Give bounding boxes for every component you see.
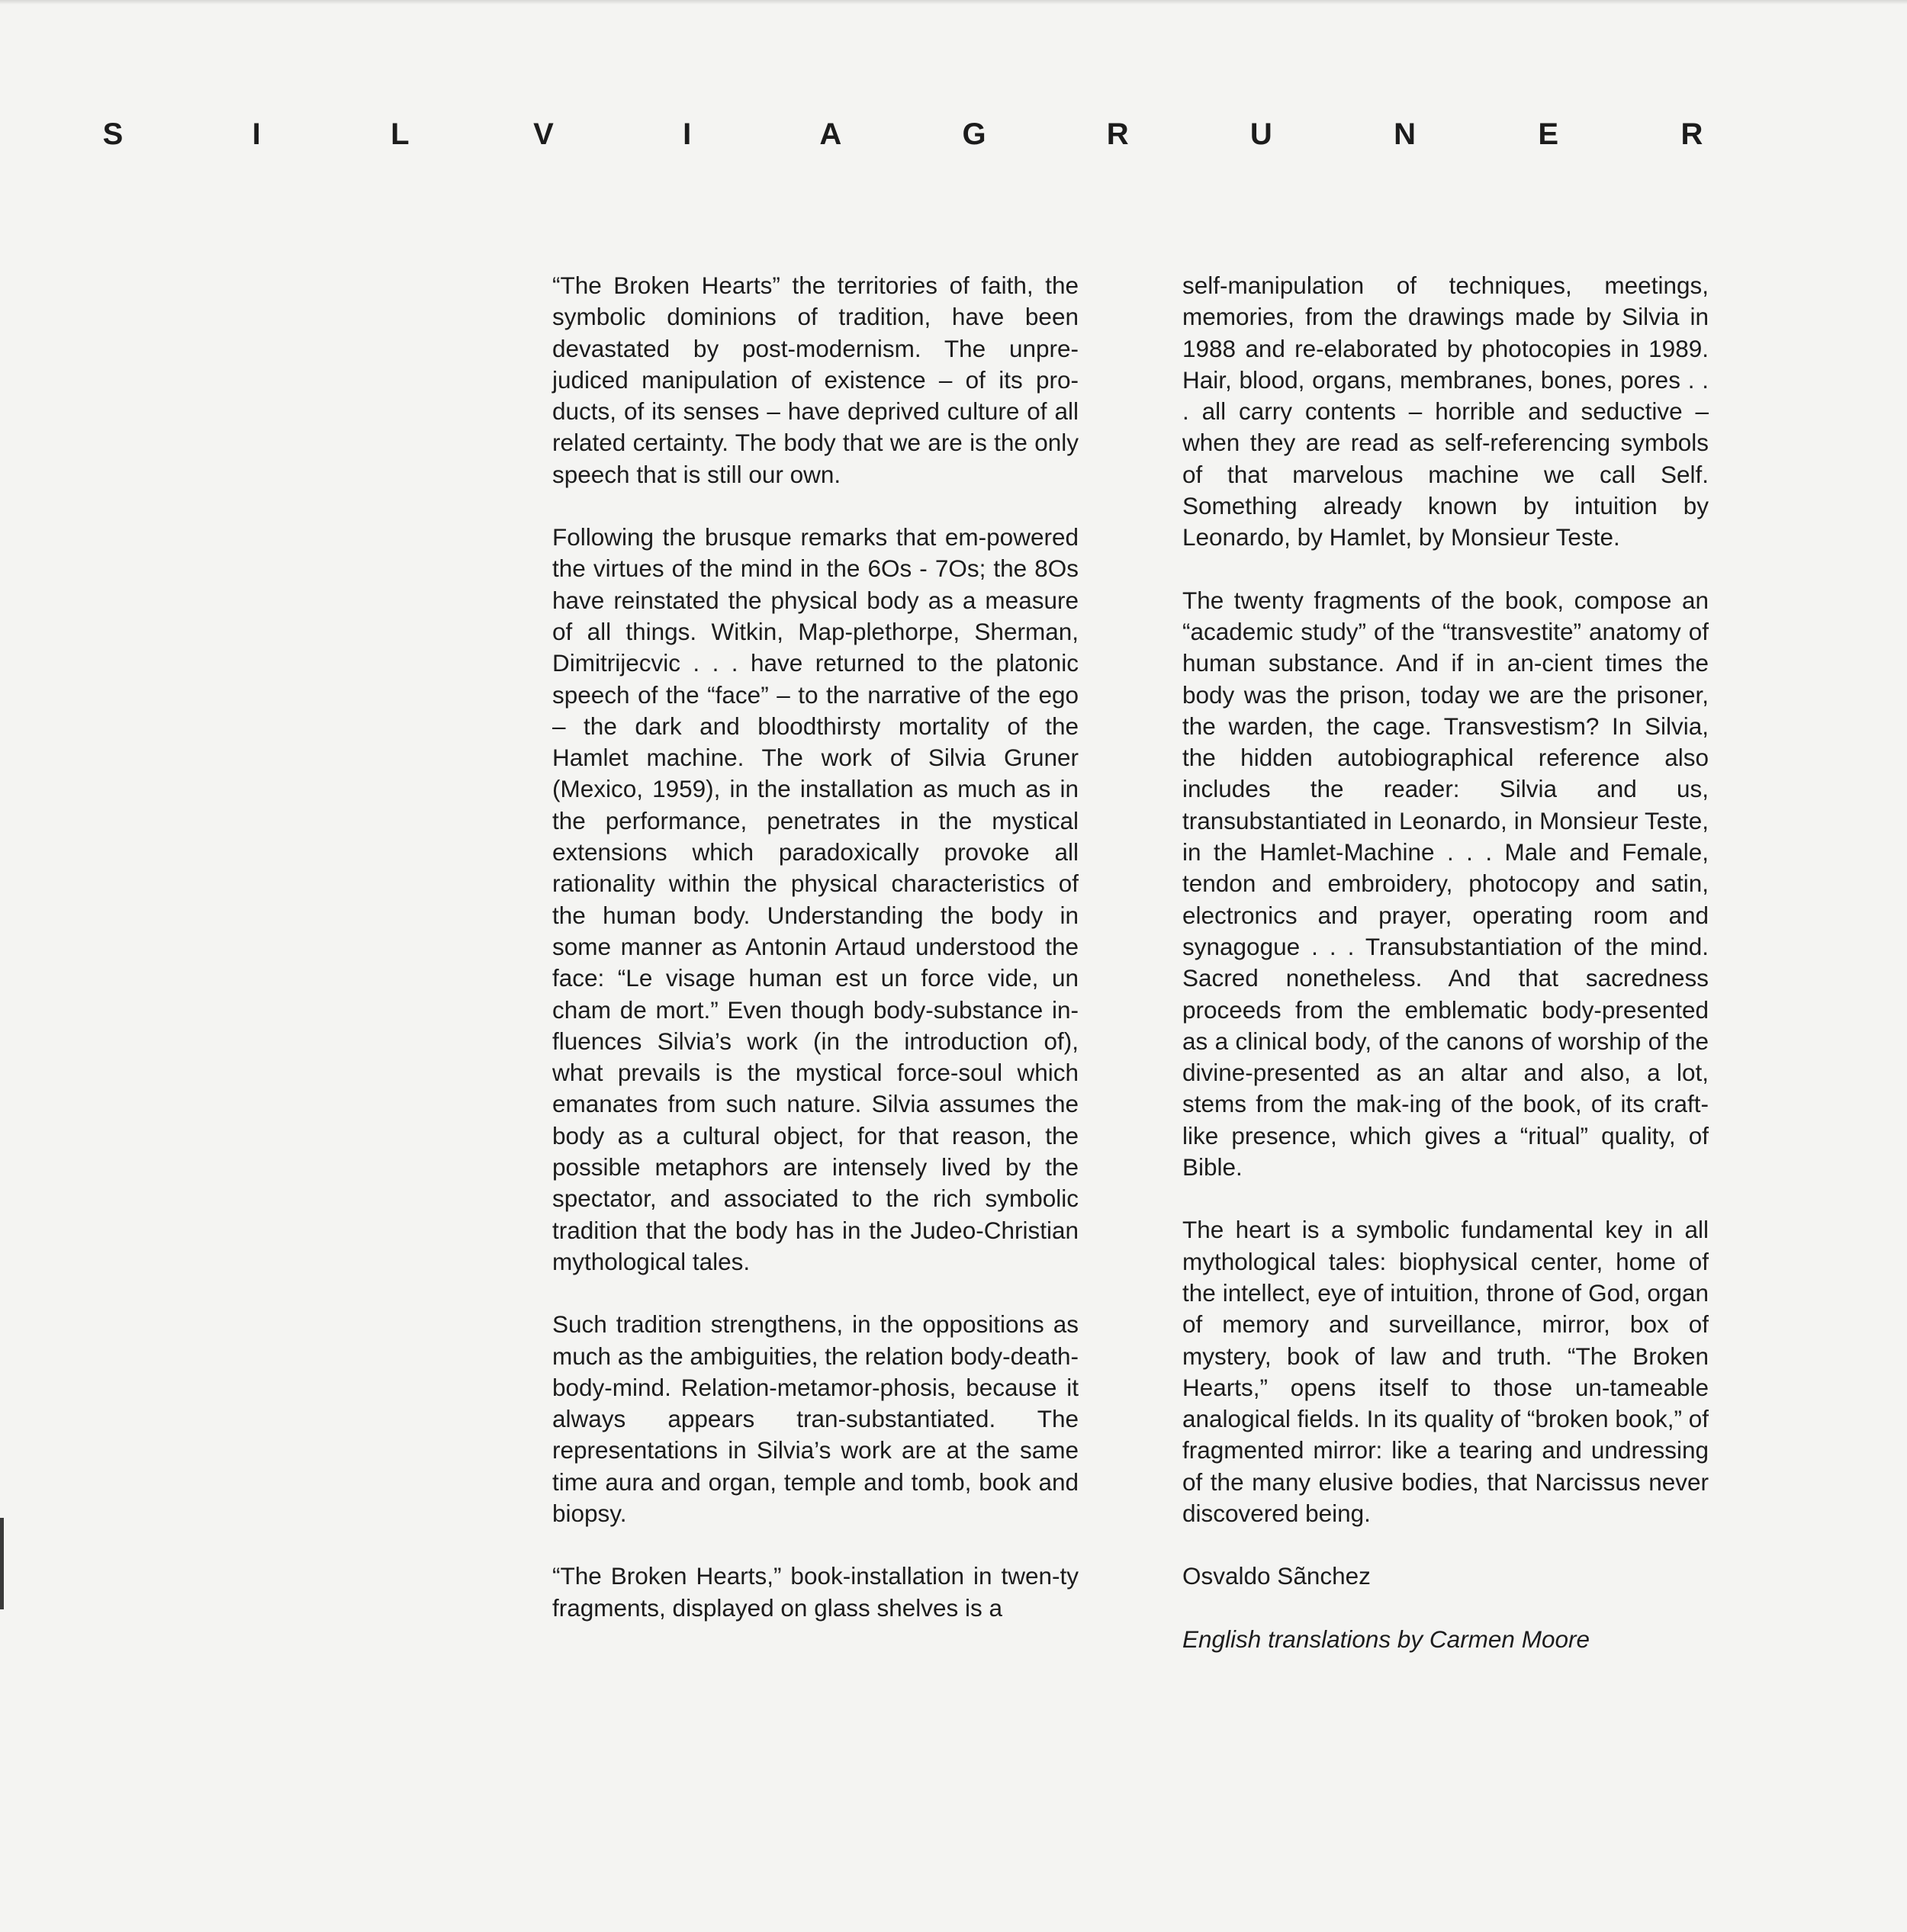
title-letter: I: [683, 117, 692, 151]
title-letter: U: [1249, 117, 1272, 151]
title-letter: L: [391, 117, 410, 151]
paragraph: self-manipulation of techniques, meetings, memories, from the drawings made by Silvia in 1988 and re-elaborated by photocopies in 1989. Hair, blood, organs, membranes, bones, pores . . . all carry contents – horrible and seductive – when they are read as self-referencing symbols of that marvelous machine we call Self. Something already known by intuition by Leonardo, by Hamlet, by Monsieur Teste.: [1182, 272, 1709, 551]
binding-mark: [0, 1518, 4, 1609]
title-letter: I: [252, 117, 261, 151]
title-letter: E: [1538, 117, 1559, 151]
paragraph: Such tradition strengthens, in the oppositions as much as the ambiguities, the relation body-death-body-mind. Relation-metamor-phosis, because it always appears tran-substantiated. The representations in Silvia’s work are at the same time aura and organ, temple and tomb, book and biopsy.: [552, 1310, 1079, 1527]
translation-credit: English translations by Carmen Moore: [1182, 1625, 1590, 1653]
left-column: [552, 270, 1079, 1655]
paragraph: The twenty fragments of the book, compose an “academic study” of the “transvestite” anatomy of human substance. And if in an-cient times the body was the prison, today we are the prisoner, the warden, the cage. Transvestism? In Silvia, the hidden autobiographical reference also includes the reader: Silvia and us, transubstantiated in Leonardo, in Monsieur Teste, in the Hamlet-Machine . . . Male and Female, tendon and embroidery, photocopy and satin, electronics and prayer, operating room and synagogue . . . Transubstantiation of the mind. Sacred nonetheless. And that sacredness proceeds from the emblematic body-presented as a clinical body, of the canons of worship of the divine-presented as an altar and also, a lot, stems from the mak-ing of the book, of its craft-like presence, which gives a “ritual” quality, of Bible.: [1182, 586, 1709, 1181]
title-letter: S: [102, 117, 124, 151]
signature-block: [1182, 1561, 1709, 1655]
title-letter: R: [1106, 117, 1129, 151]
page-top-edge: [0, 0, 1907, 5]
author-name: Osvaldo Sãnchez: [1182, 1562, 1371, 1590]
paragraph: The heart is a symbolic fundamental key in all mythological tales: biophysical center, home of the intellect, eye of intuition, throne of God, organ of memory and surveillance, mirror, box of mystery, book of law and truth. “The Broken Hearts,” opens itself to those un-tameable analogical fields. In its quality of “broken book,” of fragmented mirror: like a tearing and undressing of the many elusive bodies, that Narcissus never discovered being.: [1182, 1216, 1709, 1527]
page-title: [98, 111, 1707, 157]
title-letter: R: [1680, 117, 1703, 151]
paragraph: Following the brusque remarks that em-powered the virtues of the mind in the 6Os - 7Os; the 8Os have reinstated the physical body as a measure of all things. Witkin, Map-plethorpe, Sherman, Dimitrijecvic . . . have returned to the platonic speech of the “face” – to the narrative of the ego – the dark and bloodthirsty mortality of the Hamlet machine. The work of Silvia Gruner (Mexico, 1959), in the installation as much as in the performance, penetrates in the mystical extensions which paradoxically provoke all rationality within the physical characteristics of the human body. Understanding the body in some manner as Antonin Artaud understood the face: “Le visage human est un force vide, un cham de mort.” Even though body-substance in-fluences Silvia’s work (in the introduction of), what prevails is the mystical force-soul which emanates from such nature. Silvia assumes the body as a cultural object, for that reason, the possible metaphors are intensely lived by the spectator, and associated to the rich symbolic tradition that the body has in the Judeo-Christian mythological tales.: [552, 523, 1079, 1275]
right-column: [1182, 270, 1709, 1686]
paragraph: “The Broken Hearts,” book-installation in twen-ty fragments, displayed on glass shelves is a: [552, 1562, 1079, 1622]
title-letter: G: [962, 117, 986, 151]
title-letter: N: [1394, 117, 1416, 151]
title-letter: V: [533, 117, 554, 151]
title-letter: A: [819, 117, 842, 151]
paragraph: “The Broken Hearts” the territories of faith, the symbolic dominions of tradition, have been devastated by post-modernism. The unpre-judiced manipulation of existence – of its pro-ducts, of its senses – have deprived culture of all related certainty. The body that we are is the only speech that is still our own.: [552, 272, 1079, 488]
